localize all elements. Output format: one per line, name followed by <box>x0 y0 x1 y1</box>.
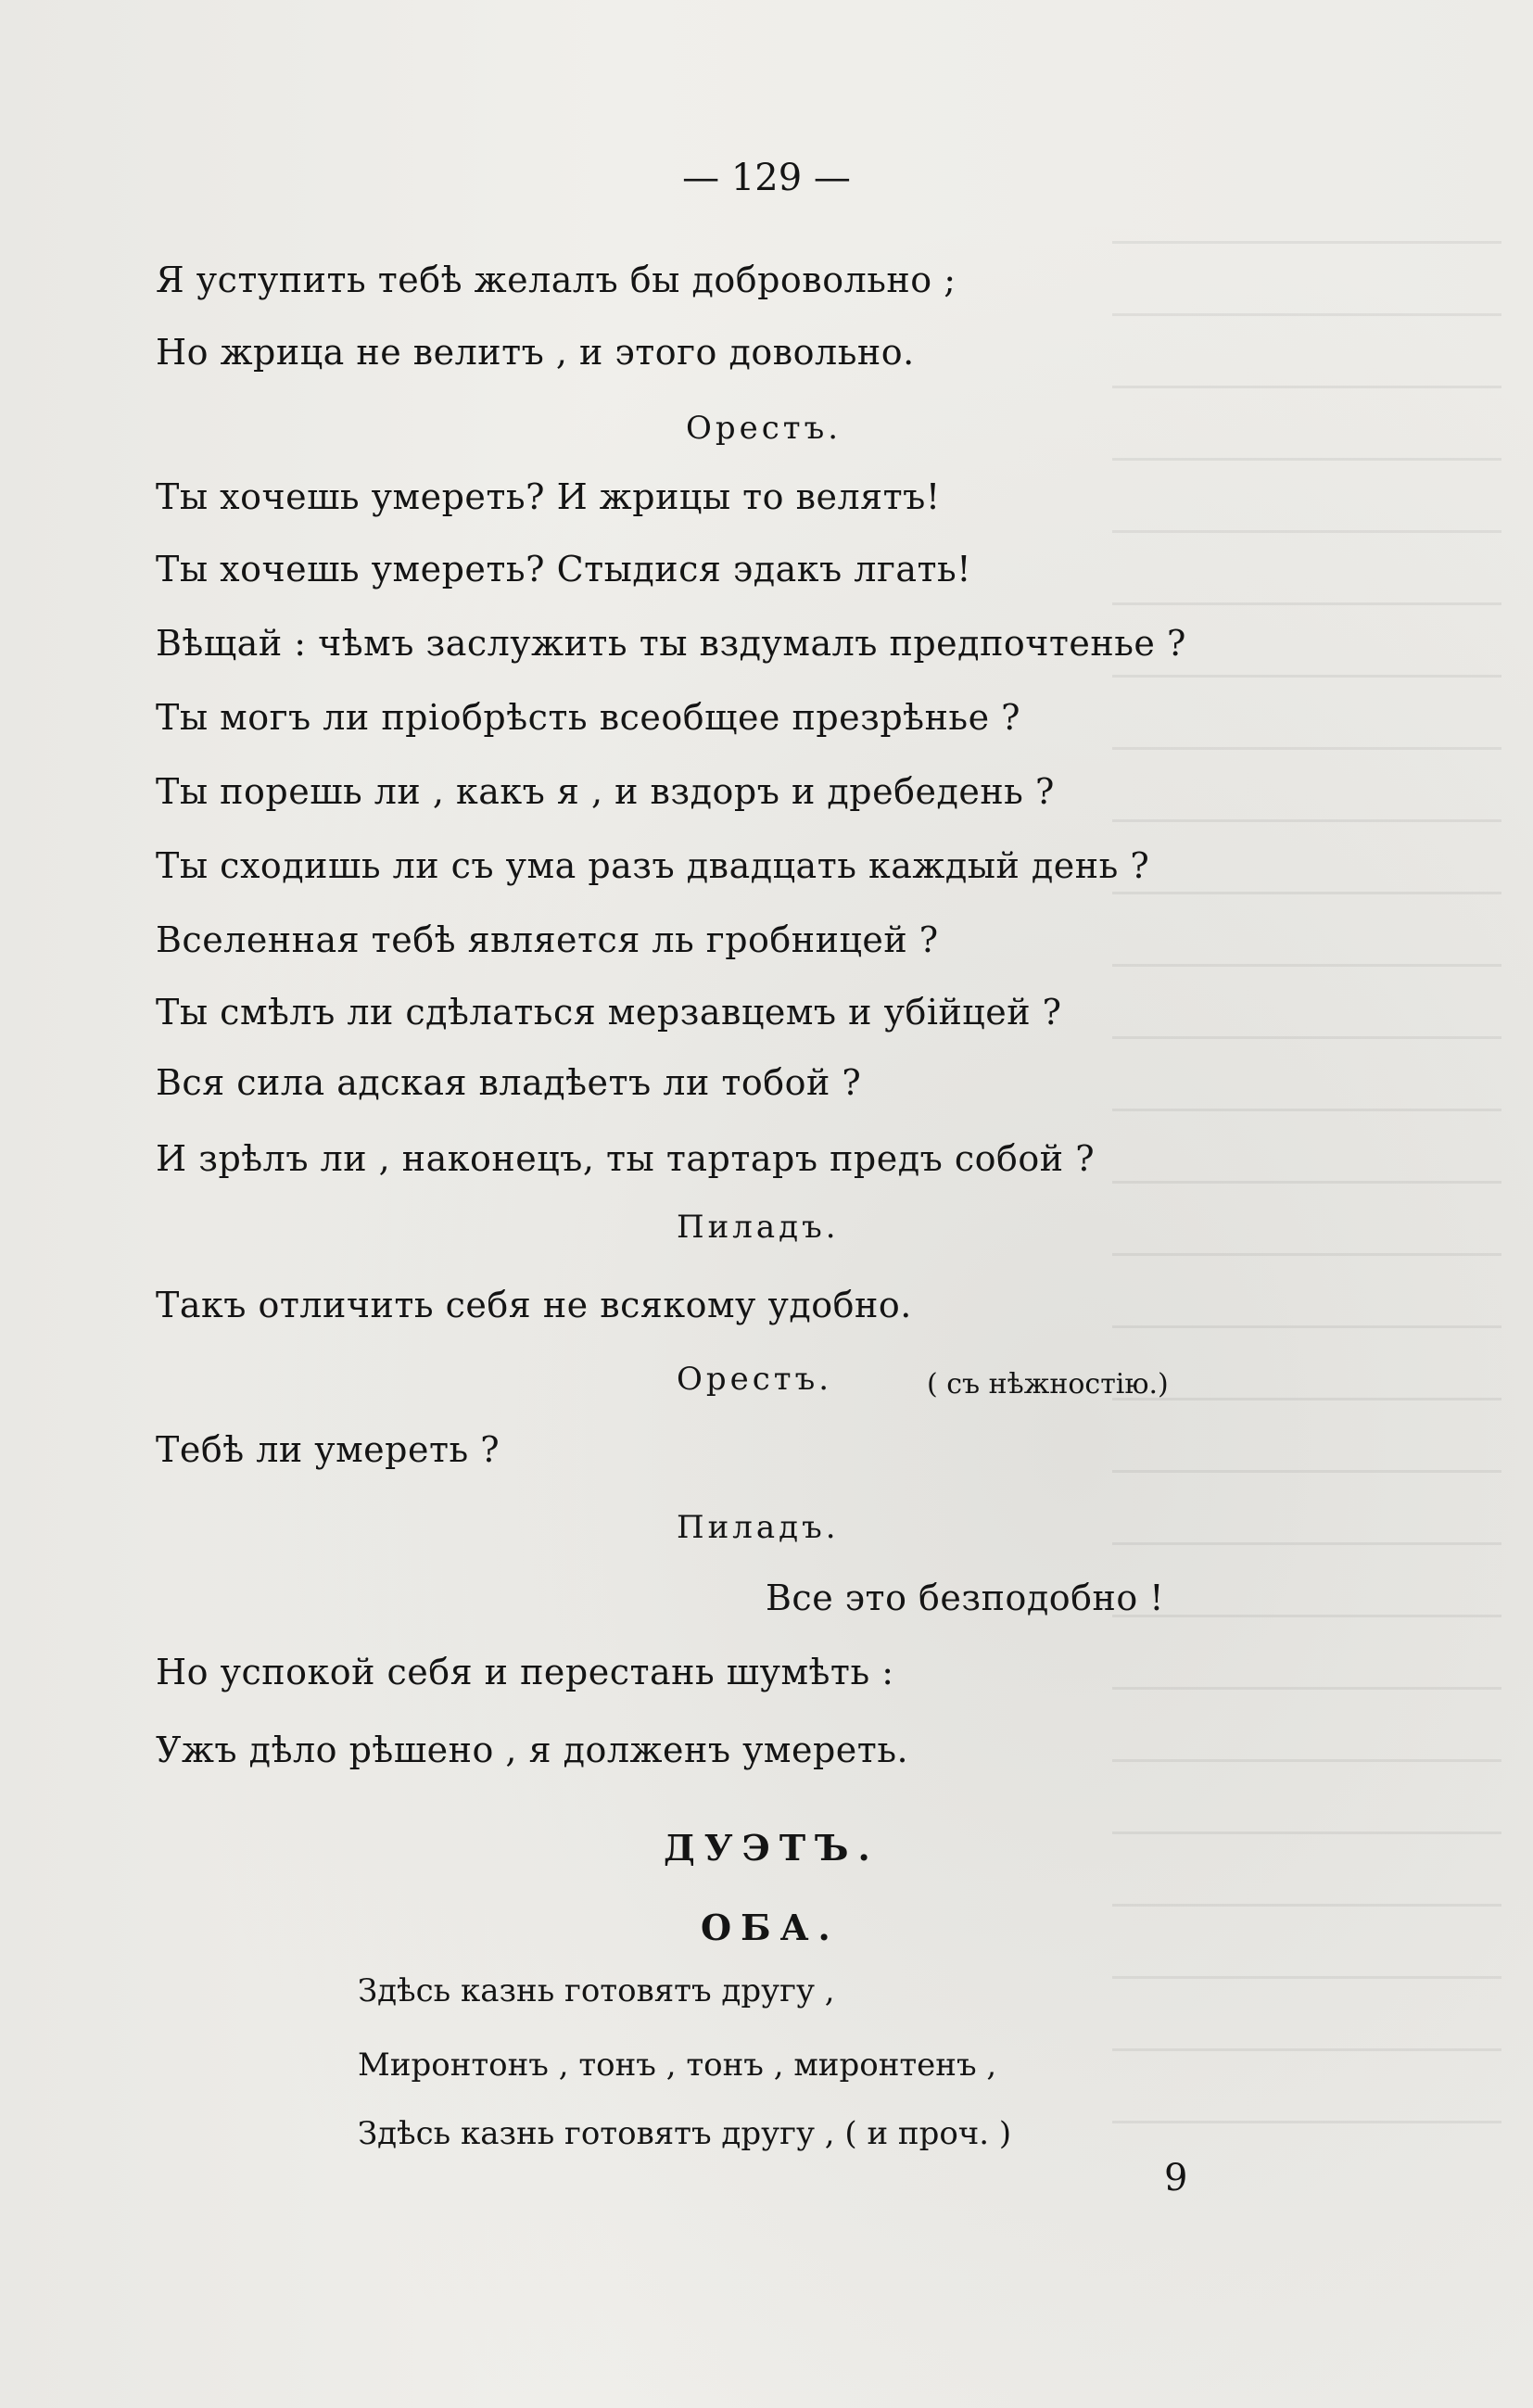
signature-mark: 9 <box>1164 2157 1188 2199</box>
stage-direction: ( съ нѣжностію.) <box>927 1368 1169 1400</box>
verse-line: Я уступить тебѣ желалъ бы добровольно ; <box>156 260 957 300</box>
song-line: Миронтонъ , тонъ , тонъ , миронтенъ , <box>358 2047 997 2084</box>
verse-line: Но жрица не велитъ , и этого довольно. <box>156 332 915 373</box>
bleed-through-shadow <box>1112 241 1501 2187</box>
verse-line: Ужъ дѣло рѣшено , я долженъ умереть. <box>156 1730 909 1770</box>
verse-line: Ты хочешь умереть? Стыдися эдакъ лгать! <box>156 549 971 589</box>
page-number: — 129 — <box>682 157 851 199</box>
speaker-orest: Орестъ. <box>677 1361 833 1398</box>
verse-line: Ты могъ ли пріобрѣсть всеобщее презрѣнье ? <box>156 697 1021 738</box>
speaker-pilad: Пиладъ. <box>677 1209 840 1246</box>
verse-line: Ты хочешь умереть? И жрицы то велятъ! <box>156 476 941 517</box>
verse-line: Ты порешь ли , какъ я , и вздоръ и дребедень ? <box>156 771 1055 812</box>
song-line: Здѣсь казнь готовятъ другу , ( и проч. ) <box>358 2115 1012 2152</box>
verse-line: Такъ отличить себя не всякому удобно. <box>156 1285 912 1325</box>
speaker-orest: Орестъ. <box>686 410 843 447</box>
section-heading-both: ОБА. <box>701 1907 840 1948</box>
verse-line: И зрѣлъ ли , наконецъ, ты тартаръ предъ собой ? <box>156 1138 1096 1179</box>
verse-line: Тебѣ ли умереть ? <box>156 1429 500 1470</box>
verse-line: Но успокой себя и перестань шумѣть : <box>156 1652 894 1692</box>
section-heading-duet: ДУЭТЪ. <box>664 1827 880 1869</box>
verse-line: Ты смѣлъ ли сдѣлаться мерзавцемъ и убійцей ? <box>156 992 1062 1033</box>
speaker-pilad: Пиладъ. <box>677 1509 840 1546</box>
verse-line: Все это безподобно ! <box>766 1578 1165 1618</box>
verse-line: Вселенная тебѣ является ль гробницей ? <box>156 919 939 960</box>
verse-line: Ты сходишь ли съ ума разъ двадцать каждый день ? <box>156 845 1150 886</box>
song-line: Здѣсь казнь готовятъ другу , <box>358 1972 835 2009</box>
verse-line: Вся сила адская владѣетъ ли тобой ? <box>156 1062 862 1103</box>
verse-line: Вѣщай : чѣмъ заслужить ты вздумалъ предпочтенье ? <box>156 623 1186 664</box>
